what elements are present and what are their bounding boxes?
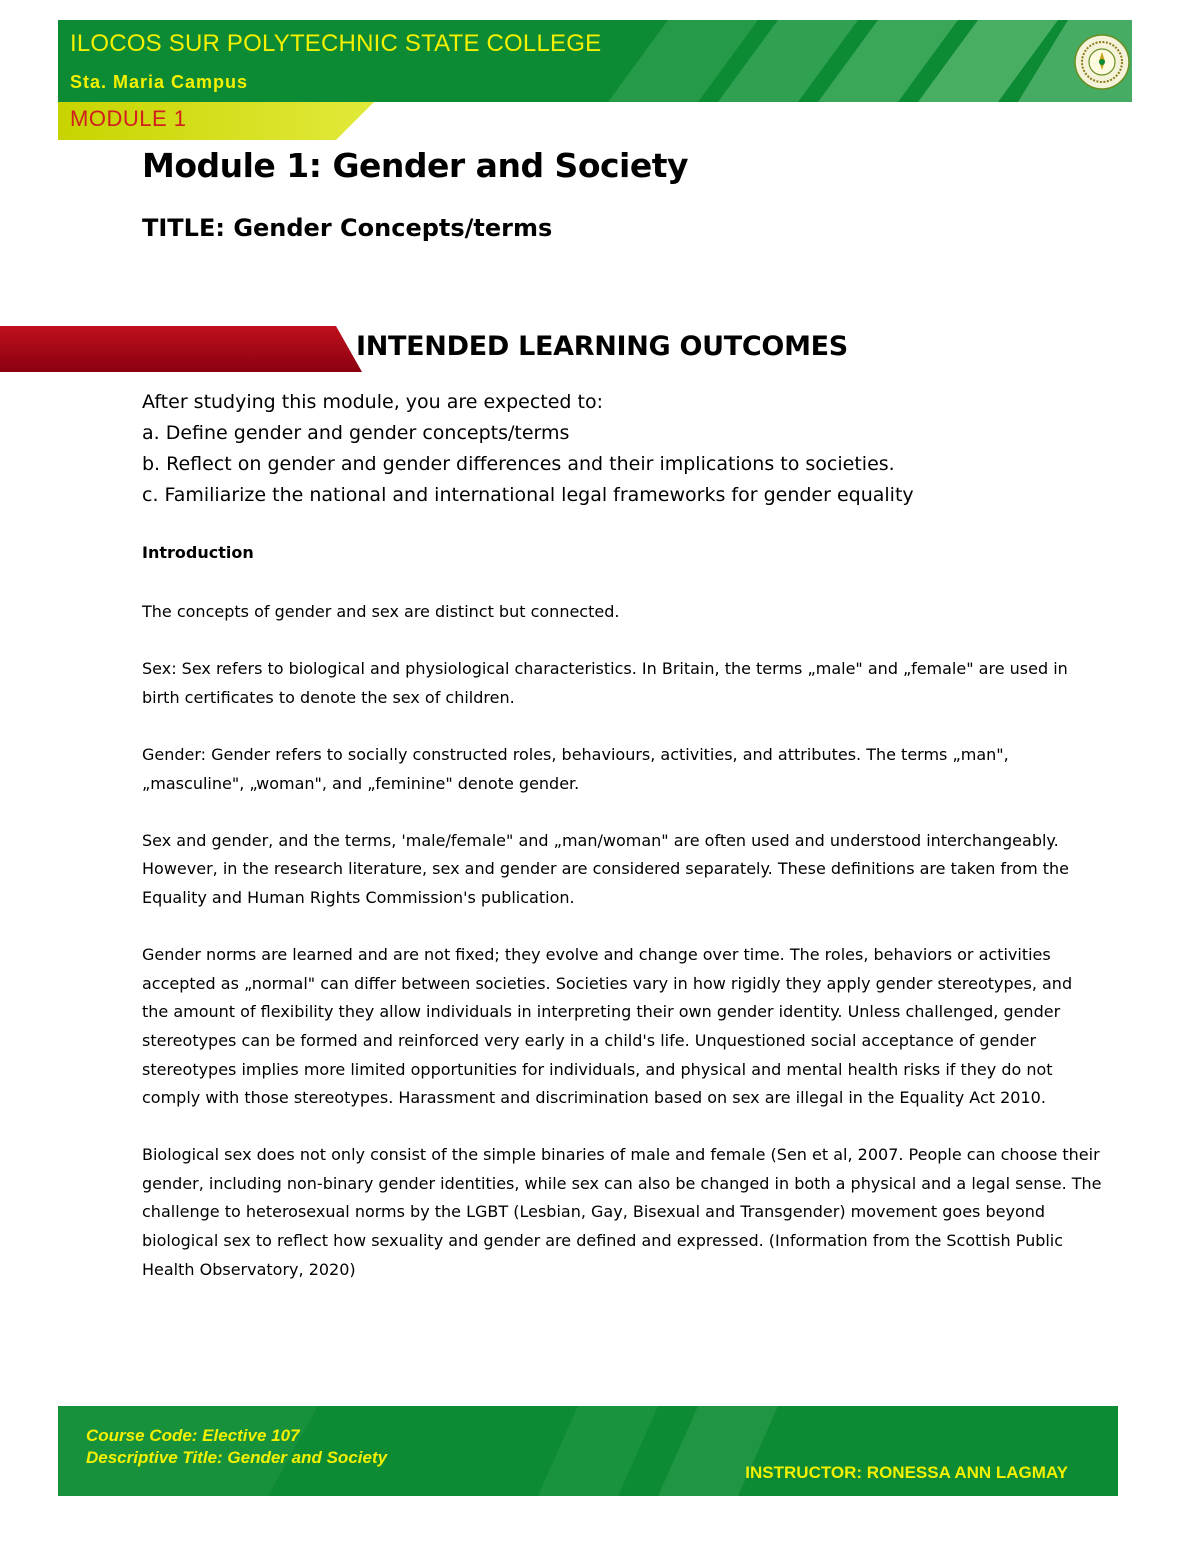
paragraph: The concepts of gender and sex are distinct but connected. [142, 602, 620, 621]
objective-item: b. Reflect on gender and gender differences and their implications to societies. [142, 453, 895, 475]
paragraph: Sex: Sex refers to biological and physiological characteristics. In Britain, the terms „male" and „female" are used in birth certificates to denote the sex of children. [142, 659, 1068, 707]
footer-banner [58, 1406, 1118, 1496]
introduction-body [142, 598, 1102, 1313]
objective-item: c. Familiarize the national and international legal frameworks for gender equality [142, 484, 914, 506]
campus-name: Sta. Maria Campus [70, 72, 249, 92]
objective-item: a. Define gender and gender concepts/terms [142, 422, 570, 444]
topic-label: TITLE: [142, 214, 234, 242]
course-code: Course Code: Elective 107 [86, 1426, 300, 1445]
college-seal-icon [1074, 34, 1130, 90]
module-tab-label: MODULE 1 [70, 106, 187, 131]
learning-objectives [142, 387, 1102, 511]
paragraph: Biological sex does not only consist of the simple binaries of male and female (Sen et al, 2007. People can choose their gender, including non-binary gender identities, while sex can also be changed in both a physical and a legal sense. The challenge to heterosexual norms by the LGBT (Lesbian, Gay, Bisexual and Transgender) movement goes beyond biological sex to reflect how sexuality and gender are defined and expressed. (Information from the Scottish Public Health Observatory, 2020) [142, 1145, 1102, 1279]
topic-title [142, 214, 552, 242]
college-name: ILOCOS SUR POLYTECHNIC STATE COLLEGE [70, 30, 602, 57]
descriptive-title: Descriptive Title: Gender and Society [86, 1448, 388, 1467]
module-title: Module 1: Gender and Society [142, 146, 689, 185]
topic-value: Gender Concepts/terms [233, 214, 553, 242]
paragraph: Gender: Gender refers to socially constructed roles, behaviours, activities, and attributes. The terms „man", „masculine", „woman", and „feminine" denote gender. [142, 744, 1009, 793]
header-banner [58, 20, 1132, 102]
paragraph: Sex and gender, and the terms, 'male/female" and „man/woman" are often used and understood interchangeably. However, in the research literature, sex and gender are considered separately. These definitions are taken from the Equality and Human Rights Commission's publication. [142, 830, 1069, 907]
ilo-heading: INTENDED LEARNING OUTCOMES [356, 331, 848, 362]
objectives-intro: After studying this module, you are expected to: [142, 391, 604, 413]
paragraph: Gender norms are learned and are not fixed; they evolve and change over time. The roles, behaviors or activities accepted as „normal" can differ between societies. Societies vary in how rigidly they apply gender stereotypes, and the amount of flexibility they allow individuals in interpreting their own gender identity. Unless challenged, gender stereotypes can be formed and reinforced very early in a child's life. Unquestioned social acceptance of gender stereotypes implies more limited opportunities for individuals, and physical and mental health risks if they do not comply with those stereotypes. Harassment and discrimination based on sex are illegal in the Equality Act 2010. [142, 945, 1073, 1108]
introduction-heading: Introduction [142, 543, 254, 562]
instructor-name: INSTRUCTOR: RONESSA ANN LAGMAY [745, 1463, 1068, 1482]
section-banner [0, 326, 362, 372]
